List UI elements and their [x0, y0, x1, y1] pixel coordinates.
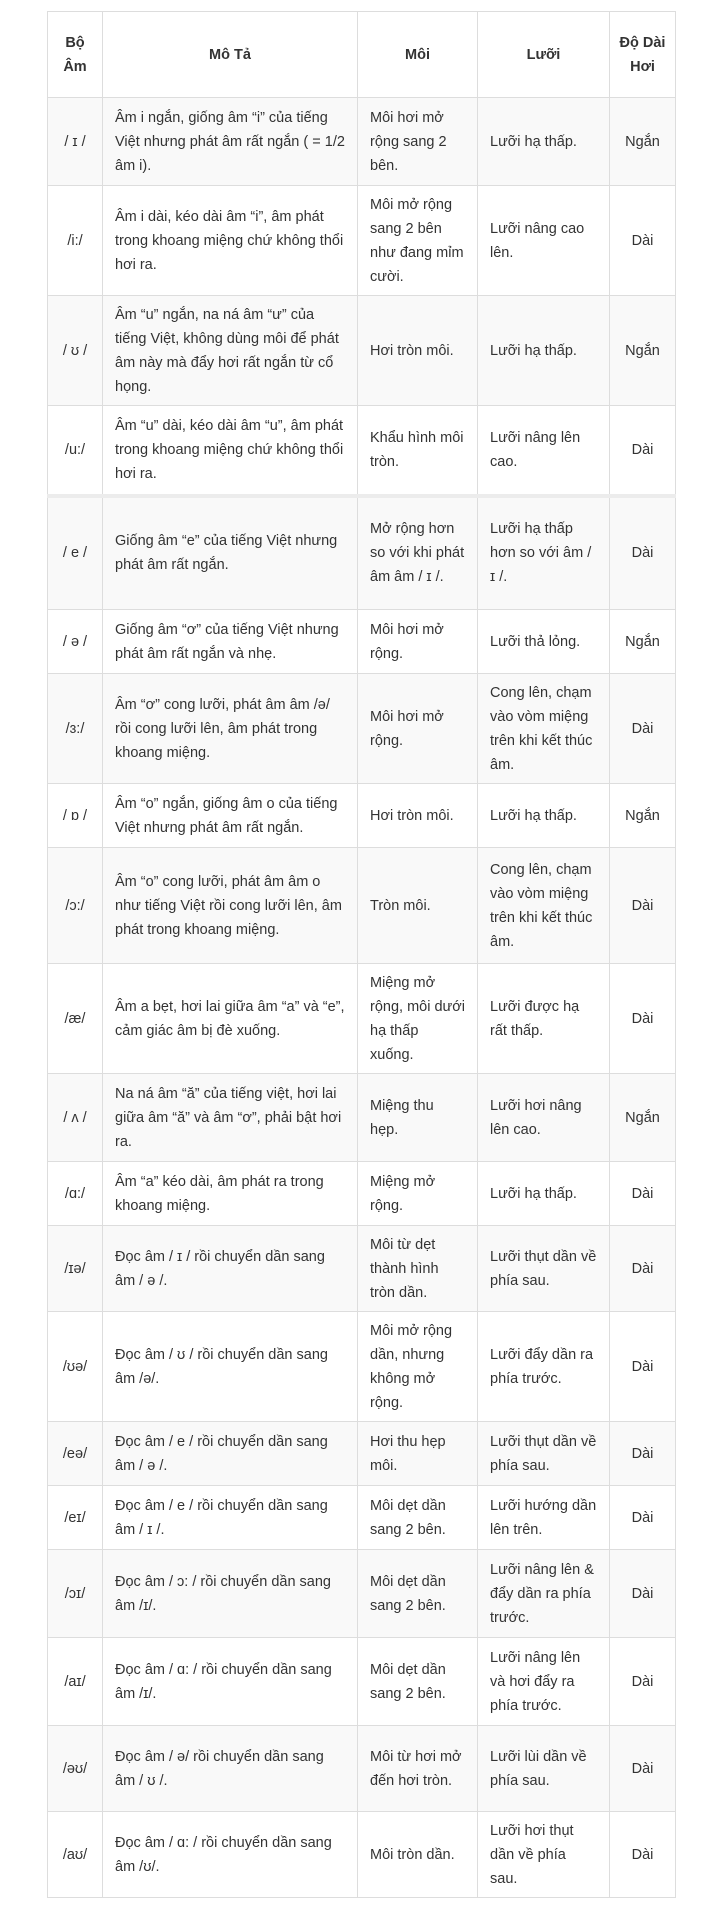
vowel-table-container — [47, 11, 675, 1898]
row-lips: Miệng mở rộng. — [358, 1162, 478, 1226]
row-length: Dài — [610, 1312, 676, 1422]
row-tongue: Lưỡi đẩy dần ra phía trước. — [478, 1312, 610, 1422]
row-length: Dài — [610, 496, 676, 610]
row-sound: /ɑ:/ — [48, 1162, 103, 1226]
row-sound: /ɪə/ — [48, 1226, 103, 1312]
table-row — [48, 1422, 676, 1486]
row-lips: Mở rộng hơn so với khi phát âm âm / ɪ /. — [358, 496, 478, 610]
row-sound: /i:/ — [48, 186, 103, 296]
table-row — [48, 1638, 676, 1726]
table-row — [48, 674, 676, 784]
row-lips: Hơi tròn môi. — [358, 784, 478, 848]
row-lips: Môi dẹt dần sang 2 bên. — [358, 1550, 478, 1638]
header-sound: Bộ Âm — [48, 12, 103, 98]
header-tongue: Lưỡi — [478, 12, 610, 98]
row-tongue: Cong lên, chạm vào vòm miệng trên khi kết thúc âm. — [478, 848, 610, 964]
row-tongue: Lưỡi nâng lên & đẩy dần ra phía trước. — [478, 1550, 610, 1638]
row-description: Âm “u” dài, kéo dài âm “u”, âm phát trong khoang miệng chứ không thổi hơi ra. — [103, 406, 358, 496]
row-length: Dài — [610, 1486, 676, 1550]
row-description: Đọc âm / ɔ: / rồi chuyển dần sang âm /ɪ/. — [103, 1550, 358, 1638]
row-length: Dài — [610, 964, 676, 1074]
row-tongue: Lưỡi hạ thấp. — [478, 784, 610, 848]
header-lips: Môi — [358, 12, 478, 98]
row-description: Âm “ơ” cong lưỡi, phát âm âm /ə/ rồi cong lưỡi lên, âm phát trong khoang miệng. — [103, 674, 358, 784]
row-lips: Khẩu hình môi tròn. — [358, 406, 478, 496]
row-sound: /ɔ:/ — [48, 848, 103, 964]
row-description: Âm i ngắn, giống âm “i” của tiếng Việt nhưng phát âm rất ngắn ( = 1/2 âm i). — [103, 98, 358, 186]
row-description: Âm “o” ngắn, giống âm o của tiếng Việt nhưng phát âm rất ngắn. — [103, 784, 358, 848]
row-lips: Môi mở rộng sang 2 bên như đang mỉm cười. — [358, 186, 478, 296]
row-sound: / e / — [48, 496, 103, 610]
row-sound: /æ/ — [48, 964, 103, 1074]
row-tongue: Lưỡi thả lỏng. — [478, 610, 610, 674]
row-length: Ngắn — [610, 784, 676, 848]
table-row — [48, 296, 676, 406]
row-tongue: Lưỡi được hạ rất thấp. — [478, 964, 610, 1074]
row-lips: Môi hơi mở rộng. — [358, 610, 478, 674]
row-lips: Môi hơi mở rộng sang 2 bên. — [358, 98, 478, 186]
row-lips: Môi dẹt dần sang 2 bên. — [358, 1486, 478, 1550]
row-sound: / ɪ / — [48, 98, 103, 186]
row-description: Na ná âm “ă” của tiếng việt, hơi lai giữa âm “ă” và âm “ơ”, phải bật hơi ra. — [103, 1074, 358, 1162]
row-sound: / ə / — [48, 610, 103, 674]
row-sound: /ʊə/ — [48, 1312, 103, 1422]
row-tongue: Lưỡi hạ thấp hơn so với âm / ɪ /. — [478, 496, 610, 610]
row-length: Dài — [610, 406, 676, 496]
row-lips: Môi từ hơi mở đến hơi tròn. — [358, 1726, 478, 1812]
row-sound: / ɒ / — [48, 784, 103, 848]
row-length: Dài — [610, 674, 676, 784]
row-length: Dài — [610, 1726, 676, 1812]
table-row — [48, 1550, 676, 1638]
row-length: Dài — [610, 1422, 676, 1486]
table-row — [48, 1226, 676, 1312]
row-description: Âm “o” cong lưỡi, phát âm âm o như tiếng Việt rồi cong lưỡi lên, âm phát trong khoang miệng. — [103, 848, 358, 964]
row-tongue: Lưỡi nâng lên cao. — [478, 406, 610, 496]
row-description: Đọc âm / e / rồi chuyển dần sang âm / ə /. — [103, 1422, 358, 1486]
row-tongue: Lưỡi thụt dần về phía sau. — [478, 1226, 610, 1312]
row-tongue: Lưỡi hướng dần lên trên. — [478, 1486, 610, 1550]
header-description: Mô Tả — [103, 12, 358, 98]
row-description: Âm “a” kéo dài, âm phát ra trong khoang miệng. — [103, 1162, 358, 1226]
row-description: Đọc âm / ɪ / rồi chuyển dần sang âm / ə /. — [103, 1226, 358, 1312]
table-row — [48, 1162, 676, 1226]
row-length: Ngắn — [610, 610, 676, 674]
row-description: Đọc âm / e / rồi chuyển dần sang âm / ɪ /. — [103, 1486, 358, 1550]
row-sound: /u:/ — [48, 406, 103, 496]
row-length: Ngắn — [610, 98, 676, 186]
row-lips: Môi hơi mở rộng. — [358, 674, 478, 784]
row-tongue: Lưỡi thụt dần về phía sau. — [478, 1422, 610, 1486]
row-sound: / ʊ / — [48, 296, 103, 406]
row-lips: Môi mở rộng dần, nhưng không mở rộng. — [358, 1312, 478, 1422]
row-tongue: Lưỡi hạ thấp. — [478, 1162, 610, 1226]
table-row — [48, 964, 676, 1074]
row-tongue: Lưỡi hạ thấp. — [478, 296, 610, 406]
row-tongue: Lưỡi nâng lên và hơi đẩy ra phía trước. — [478, 1638, 610, 1726]
row-tongue: Cong lên, chạm vào vòm miệng trên khi kết thúc âm. — [478, 674, 610, 784]
row-tongue: Lưỡi hạ thấp. — [478, 98, 610, 186]
row-lips: Môi dẹt dần sang 2 bên. — [358, 1638, 478, 1726]
header-length: Độ Dài Hơi — [610, 12, 676, 98]
row-sound: / ʌ / — [48, 1074, 103, 1162]
table-row — [48, 784, 676, 848]
row-tongue: Lưỡi hơi nâng lên cao. — [478, 1074, 610, 1162]
table-row — [48, 98, 676, 186]
row-sound: /aʊ/ — [48, 1812, 103, 1898]
row-description: Đọc âm / ʊ / rồi chuyển dần sang âm /ə/. — [103, 1312, 358, 1422]
row-description: Âm “u” ngắn, na ná âm “ư” của tiếng Việt, không dùng môi để phát âm này mà đẩy hơi rất ngắn từ cổ họng. — [103, 296, 358, 406]
row-description: Đọc âm / ɑ: / rồi chuyển dần sang âm /ʊ/. — [103, 1812, 358, 1898]
row-lips: Hơi tròn môi. — [358, 296, 478, 406]
row-length: Dài — [610, 1162, 676, 1226]
row-length: Ngắn — [610, 1074, 676, 1162]
row-length: Dài — [610, 1550, 676, 1638]
table-row — [48, 610, 676, 674]
row-sound: /əʊ/ — [48, 1726, 103, 1812]
table-row — [48, 186, 676, 296]
row-description: Giống âm “e” của tiếng Việt nhưng phát âm rất ngắn. — [103, 496, 358, 610]
row-length: Dài — [610, 1812, 676, 1898]
row-length: Dài — [610, 1226, 676, 1312]
row-lips: Môi từ dẹt thành hình tròn dần. — [358, 1226, 478, 1312]
row-lips: Tròn môi. — [358, 848, 478, 964]
row-length: Ngắn — [610, 296, 676, 406]
row-length: Dài — [610, 186, 676, 296]
row-description: Âm a bẹt, hơi lai giữa âm “a” và “e”, cảm giác âm bị đè xuống. — [103, 964, 358, 1074]
row-description: Âm i dài, kéo dài âm “i”, âm phát trong khoang miệng chứ không thổi hơi ra. — [103, 186, 358, 296]
table-row — [48, 406, 676, 496]
row-lips: Miệng mở rộng, môi dưới hạ thấp xuống. — [358, 964, 478, 1074]
row-sound: /eə/ — [48, 1422, 103, 1486]
vowel-table — [47, 11, 676, 1898]
row-sound: /ɔɪ/ — [48, 1550, 103, 1638]
table-row — [48, 1486, 676, 1550]
row-lips: Miệng thu hẹp. — [358, 1074, 478, 1162]
table-row — [48, 1312, 676, 1422]
row-sound: /eɪ/ — [48, 1486, 103, 1550]
row-description: Đọc âm / ə/ rồi chuyển dần sang âm / ʊ /. — [103, 1726, 358, 1812]
row-sound: /ɜ:/ — [48, 674, 103, 784]
row-tongue: Lưỡi lùi dần về phía sau. — [478, 1726, 610, 1812]
row-tongue: Lưỡi hơi thụt dần về phía sau. — [478, 1812, 610, 1898]
row-length: Dài — [610, 848, 676, 964]
table-row — [48, 848, 676, 964]
row-description: Đọc âm / ɑ: / rồi chuyển dần sang âm /ɪ/. — [103, 1638, 358, 1726]
table-row — [48, 1812, 676, 1898]
table-header-row — [48, 12, 676, 98]
table-row — [48, 1726, 676, 1812]
row-length: Dài — [610, 1638, 676, 1726]
row-tongue: Lưỡi nâng cao lên. — [478, 186, 610, 296]
table-row — [48, 496, 676, 610]
row-description: Giống âm “ơ” của tiếng Việt nhưng phát âm rất ngắn và nhẹ. — [103, 610, 358, 674]
table-row — [48, 1074, 676, 1162]
row-lips: Hơi thu hẹp môi. — [358, 1422, 478, 1486]
row-sound: /aɪ/ — [48, 1638, 103, 1726]
row-lips: Môi tròn dần. — [358, 1812, 478, 1898]
